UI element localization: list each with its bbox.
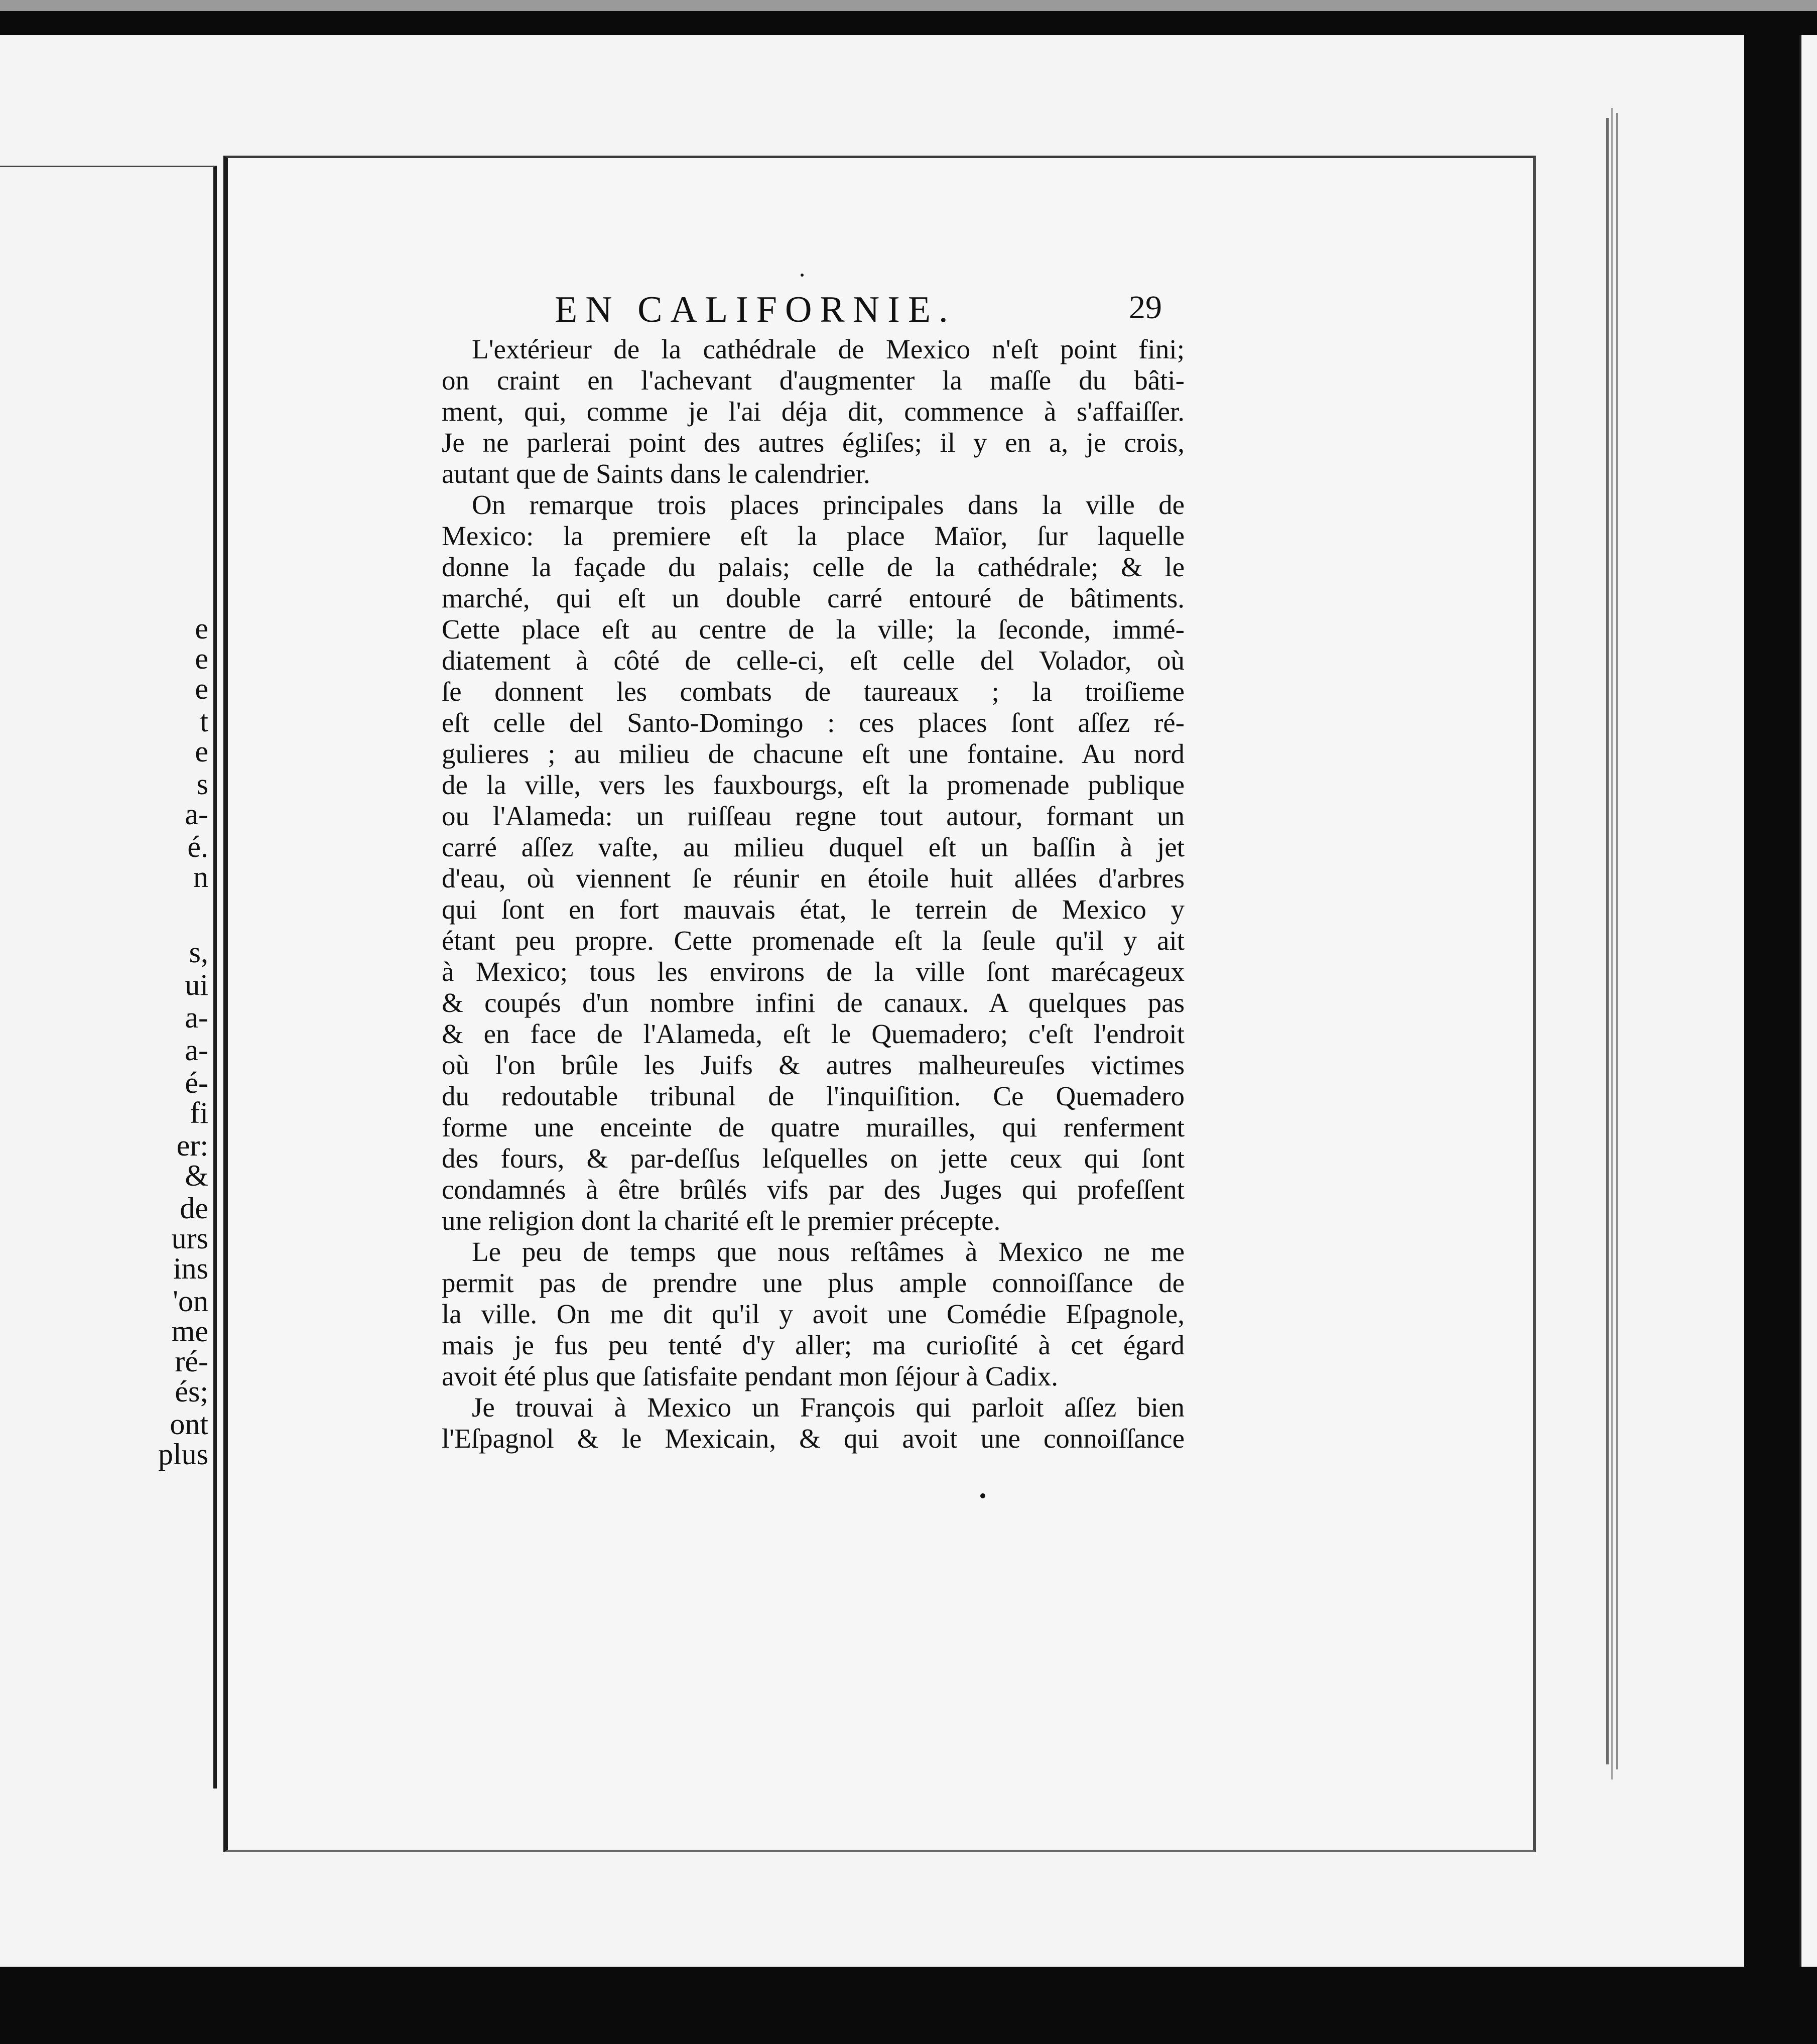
text-line: du redoutable tribunal de l'inquiſition. Ce Quemadero [442,1081,1185,1111]
text-line: une religion dont la charité eſt le premier précepte. [442,1205,1001,1236]
left-fragment: & [185,1159,208,1192]
next-page-edge [1799,35,1817,1967]
left-fragment: a- [185,798,208,831]
text-line: marché, qui eſt un double carré entouré de bâtiments. [442,583,1185,613]
text-line: mais je fus peu tenté d'y aller; ma curioſité à cet égard [442,1330,1185,1360]
text-line: & coupés d'un nombre infini de canaux. A quelques pas [442,987,1185,1018]
text-line: Je ne parlerai point des autres égliſes; il y en a, je crois, [442,427,1185,458]
left-fragment: s [196,768,208,801]
left-fragment: plus [158,1438,208,1471]
left-page [0,166,217,1788]
text-line: ou l'Alameda: un ruiſſeau regne tout autour, formant un [442,801,1185,831]
text-line: On remarque trois places principales dans la ville de [472,489,1185,520]
left-page-fragments [0,167,213,1788]
left-fragment: ui [185,968,208,1001]
text-line: à Mexico; tous les environs de la ville ſont marécageux [442,956,1185,987]
left-fragment: é. [187,830,208,863]
text-line: Je trouvai à Mexico un François qui parloit aſſez bien [472,1392,1185,1423]
text-line: permit pas de prendre une plus ample connoiſſance de [442,1267,1185,1298]
text-line: l'Eſpagnol & le Mexicain, & qui avoit une connoiſſance [442,1423,1185,1454]
running-head: EN CALIFORNIE. [555,289,956,330]
left-fragment: fi [190,1096,208,1129]
text-line: de la ville, vers les fauxbourgs, eſt la promenade publique [442,770,1185,800]
left-fragment: urs [171,1222,208,1255]
left-fragment: és; [175,1375,208,1408]
text-line: avoit été plus que ſatisfaite pendant mon ſéjour à Cadix. [442,1361,1058,1391]
text-line: étant peu propre. Cette promenade eſt la ſeule qu'il y ait [442,925,1185,956]
text-line: gulieres ; au milieu de chacune eſt une fontaine. Au nord [442,738,1185,769]
left-fragment: e [195,672,208,705]
text-line: où l'on brûle les Juifs & autres malheureuſes victimes [442,1050,1185,1080]
left-fragment: t [200,705,208,738]
left-fragment: n [193,860,208,893]
scan-bottom-border [0,1967,1817,2044]
left-fragment: e [195,735,208,768]
text-line: forme une enceinte de quatre murailles, qui renferment [442,1112,1185,1142]
left-fragment: s, [189,936,208,969]
page-number: 29 [1129,289,1162,326]
text-line: on craint en l'achevant d'augmenter la maſſe du bâti- [442,365,1185,396]
left-fragment: é- [185,1066,208,1099]
text-line: des fours, & par-deſſus leſquelles on jette ceux qui ſont [442,1143,1185,1174]
text-line: & en face de l'Alameda, eſt le Quemadero; c'eſt l'endroit [442,1018,1185,1049]
left-fragment: er: [176,1129,208,1162]
text-line: Cette place eſt au centre de la ville; la ſeconde, immé- [442,614,1185,645]
text-line: ſe donnent les combats de taureaux ; la troiſieme [442,676,1185,707]
ink-dot [801,274,804,277]
text-line: la ville. On me dit qu'il y avoit une Comédie Eſpagnole, [442,1299,1185,1329]
page-body-text [442,334,1185,1503]
text-line: carré aſſez vaſte, au milieu duquel eſt un baſſin à jet [442,832,1185,862]
left-fragment: e [195,642,208,675]
text-line: L'extérieur de la cathédrale de Mexico n'eſt point fini; [472,334,1185,364]
text-line: condamnés à être brûlés vifs par des Juges qui profeſſent [442,1174,1185,1205]
left-fragment: me [171,1315,208,1348]
text-line: Le peu de temps que nous reſtâmes à Mexico ne me [472,1236,1185,1267]
text-line: eſt celle del Santo-Domingo : ces places ſont aſſez ré- [442,707,1185,738]
left-fragment: e [195,612,208,645]
text-line: Mexico: la premiere eſt la place Maïor, ſur laquelle [442,521,1185,551]
left-fragment: 'on [173,1285,208,1318]
text-line: d'eau, où viennent ſe réunir en étoile huit allées d'arbres [442,863,1185,893]
text-line: ment, qui, comme je l'ai déja dit, commence à s'affaiſſer. [442,396,1185,427]
left-fragment: de [180,1192,208,1225]
text-line: autant que de Saints dans le calendrier. [442,458,870,489]
text-line: qui ſont en fort mauvais état, le terrein de Mexico y [442,894,1185,925]
scan-right-border [1744,35,1799,1967]
text-line: donne la façade du palais; celle de la cathédrale; & le [442,552,1185,582]
text-line: diatement à côté de celle-ci, eſt celle del Volador, où [442,645,1185,676]
left-fragment: ré- [175,1345,208,1378]
signature-mark [980,1493,985,1498]
left-fragment: a- [185,1034,208,1067]
left-fragment: ins [173,1252,208,1285]
left-fragment: ont [170,1408,208,1441]
left-fragment: a- [185,1001,208,1034]
scan-top-edge [0,0,1817,11]
